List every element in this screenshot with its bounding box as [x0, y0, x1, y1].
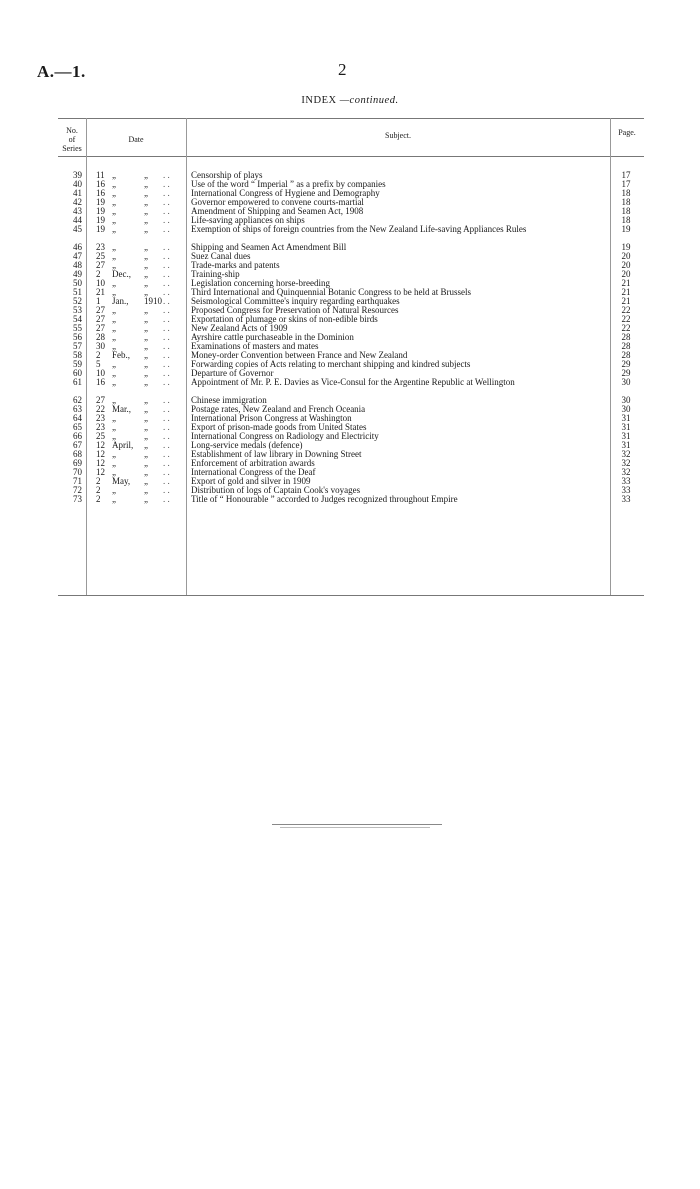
series-number: 47 [73, 251, 82, 261]
date-day: 22 [96, 404, 105, 414]
leader-dots: . . [163, 197, 170, 207]
index-title [0, 95, 700, 106]
series-number: 53 [73, 305, 82, 315]
series-number: 41 [73, 188, 82, 198]
page-ref: 31 [621, 422, 631, 432]
date-month: „ [112, 449, 116, 459]
subject: Ayrshire cattle purchaseable in the Dominion [191, 332, 354, 342]
date-year: „ [144, 287, 148, 297]
series-number: 39 [73, 170, 82, 180]
date-month: „ [112, 188, 116, 198]
subject: Enforcement of arbitration awards [191, 458, 315, 468]
date-year: „ [144, 404, 148, 414]
leader-dots: . . [163, 332, 170, 342]
page-ref: 20 [621, 251, 631, 261]
date-month: „ [112, 314, 116, 324]
date-day: 25 [96, 431, 105, 441]
date-month: „ [112, 413, 116, 423]
page-ref: 32 [621, 467, 631, 477]
series-number: 50 [73, 278, 82, 288]
page-ref: 28 [621, 350, 631, 360]
subject: Distribution of logs of Captain Cook's voyages [191, 485, 361, 495]
date-year: „ [144, 332, 148, 342]
subject: Governor empowered to convene courts-martial [191, 197, 364, 207]
leader-dots: . . [163, 278, 170, 288]
subject: Money-order Convention between France and New Zealand [191, 350, 408, 360]
date-day: 28 [96, 332, 105, 342]
leader-dots: . . [163, 251, 170, 261]
series-number: 73 [73, 494, 82, 504]
date-day: 12 [96, 440, 105, 450]
leader-dots: . . [163, 179, 170, 189]
column-header-no [58, 126, 86, 153]
leader-dots: . . [163, 413, 170, 423]
leader-dots: . . [163, 224, 170, 234]
date-year: „ [144, 242, 148, 252]
date-month: „ [112, 224, 116, 234]
date-day: 25 [96, 251, 105, 261]
series-number: 58 [73, 350, 82, 360]
date-month: „ [112, 467, 116, 477]
leader-dots: . . [163, 359, 170, 369]
page-ref: 22 [621, 323, 631, 333]
footer-rule [280, 827, 430, 828]
series-number: 51 [73, 287, 82, 297]
series-number: 49 [73, 269, 82, 279]
column-header-no-line3: Series [62, 144, 82, 153]
leader-dots: . . [163, 440, 170, 450]
leader-dots: . . [163, 494, 170, 504]
table-header-rule [58, 156, 644, 157]
index-table [58, 118, 644, 602]
date-month: Feb., [112, 350, 130, 360]
series-number: 55 [73, 323, 82, 333]
date-day: 19 [96, 206, 105, 216]
subject: Chinese immigration [191, 395, 267, 405]
column-header-date: Date [128, 135, 144, 144]
date-year: „ [144, 476, 148, 486]
date-month: Dec., [112, 269, 131, 279]
date-month: „ [112, 260, 116, 270]
date-year: „ [144, 395, 148, 405]
page-ref: 21 [621, 287, 631, 297]
page-ref: 20 [621, 269, 631, 279]
date-year: „ [144, 197, 148, 207]
date-month: „ [112, 278, 116, 288]
page-ref: 33 [621, 476, 631, 486]
column-header-subject: Subject. [385, 131, 411, 140]
series-number: 59 [73, 359, 82, 369]
date-day: 23 [96, 413, 105, 423]
leader-dots: . . [163, 287, 170, 297]
date-day: 10 [96, 278, 105, 288]
date-year: „ [144, 440, 148, 450]
subject: Exportation of plumage or skins of non-edible birds [191, 314, 378, 324]
series-number: 56 [73, 332, 82, 342]
date-year: „ [144, 170, 148, 180]
leader-dots: . . [163, 449, 170, 459]
date-year: 1910 [144, 296, 162, 306]
date-day: 2 [96, 494, 101, 504]
date-month: „ [112, 251, 116, 261]
date-day: 19 [96, 215, 105, 225]
date-month: „ [112, 323, 116, 333]
series-number: 61 [73, 377, 82, 387]
date-day: 2 [96, 269, 101, 279]
date-day: 1 [96, 296, 101, 306]
leader-dots: . . [163, 368, 170, 378]
leader-dots: . . [163, 350, 170, 360]
date-day: 19 [96, 224, 105, 234]
subject: Life-saving appliances on ships [191, 215, 305, 225]
date-month: Jan., [112, 296, 129, 306]
date-month: Mar., [112, 404, 131, 414]
date-day: 27 [96, 314, 105, 324]
date-month: „ [112, 242, 116, 252]
date-day: 2 [96, 485, 101, 495]
subject: Proposed Congress for Preservation of Natural Resources [191, 305, 399, 315]
date-month: „ [112, 170, 116, 180]
date-year: „ [144, 278, 148, 288]
subject: International Congress on Radiology and Electricity [191, 431, 379, 441]
subject: Suez Canal dues [191, 251, 251, 261]
date-year: „ [144, 368, 148, 378]
page-ref: 18 [621, 215, 631, 225]
series-number: 43 [73, 206, 82, 216]
subject: International Prison Congress at Washington [191, 413, 352, 423]
series-number: 42 [73, 197, 82, 207]
page-ref: 19 [621, 224, 631, 234]
date-year: „ [144, 215, 148, 225]
page-ref: 28 [621, 332, 631, 342]
series-number: 65 [73, 422, 82, 432]
date-month: „ [112, 431, 116, 441]
index-title-text: INDEX [301, 95, 337, 106]
series-number: 72 [73, 485, 82, 495]
date-month: „ [112, 287, 116, 297]
subject: Export of gold and silver in 1909 [191, 476, 311, 486]
date-day: 27 [96, 323, 105, 333]
leader-dots: . . [163, 377, 170, 387]
page-ref: 31 [621, 431, 631, 441]
page-ref: 21 [621, 296, 631, 306]
subject: Training-ship [191, 269, 240, 279]
page-ref: 30 [621, 404, 631, 414]
date-year: „ [144, 323, 148, 333]
subject: Seismological Committee's inquiry regarding earthquakes [191, 296, 400, 306]
column-header-page: Page. [618, 128, 636, 137]
date-day: 16 [96, 179, 105, 189]
date-year: „ [144, 269, 148, 279]
leader-dots: . . [163, 242, 170, 252]
date-day: 2 [96, 476, 101, 486]
subject: Trade-marks and patents [191, 260, 280, 270]
date-year: „ [144, 494, 148, 504]
subject: Shipping and Seamen Act Amendment Bill [191, 242, 347, 252]
series-number: 46 [73, 242, 82, 252]
date-day: 27 [96, 305, 105, 315]
leader-dots: . . [163, 314, 170, 324]
date-month: „ [112, 179, 116, 189]
date-year: „ [144, 206, 148, 216]
date-month: „ [112, 485, 116, 495]
date-month: „ [112, 341, 116, 351]
date-day: 12 [96, 467, 105, 477]
subject: Establishment of law library in Downing Street [191, 449, 362, 459]
page-number: 2 [338, 60, 347, 79]
leader-dots: . . [163, 476, 170, 486]
leader-dots: . . [163, 485, 170, 495]
leader-dots: . . [163, 341, 170, 351]
table-row [58, 377, 644, 387]
page-ref: 22 [621, 305, 631, 315]
column-header-no-line2: of [68, 135, 76, 144]
subject: International Congress of Hygiene and Demography [191, 188, 380, 198]
leader-dots: . . [163, 260, 170, 270]
date-year: „ [144, 350, 148, 360]
table-bottom-rule [58, 595, 644, 596]
leader-dots: . . [163, 206, 170, 216]
leader-dots: . . [163, 395, 170, 405]
leader-dots: . . [163, 188, 170, 198]
date-year: „ [144, 377, 148, 387]
date-day: 2 [96, 350, 101, 360]
series-number: 63 [73, 404, 82, 414]
date-year: „ [144, 458, 148, 468]
date-month: „ [112, 377, 116, 387]
series-number: 68 [73, 449, 82, 459]
subject: Censorship of plays [191, 170, 263, 180]
index-continued: —continued. [339, 95, 399, 106]
date-day: 10 [96, 368, 105, 378]
subject: Forwarding copies of Acts relating to merchant shipping and kindred subjects [191, 359, 471, 369]
page-ref: 18 [621, 197, 631, 207]
leader-dots: . . [163, 458, 170, 468]
page-ref: 18 [621, 206, 631, 216]
footer-rule [272, 824, 442, 825]
date-day: 23 [96, 242, 105, 252]
subject: Examinations of masters and mates [191, 341, 319, 351]
date-day: 21 [96, 287, 105, 297]
page-ref: 17 [621, 170, 631, 180]
subject: International Congress of the Deaf [191, 467, 316, 477]
date-year: „ [144, 341, 148, 351]
series-number: 52 [73, 296, 82, 306]
subject: Title of “ Honourable ” accorded to Judges recognized throughout Empire [191, 494, 458, 504]
date-year: „ [144, 260, 148, 270]
date-year: „ [144, 431, 148, 441]
date-year: „ [144, 251, 148, 261]
series-number: 62 [73, 395, 82, 405]
date-year: „ [144, 413, 148, 423]
date-month: „ [112, 395, 116, 405]
date-month: „ [112, 368, 116, 378]
series-number: 66 [73, 431, 82, 441]
date-month: „ [112, 458, 116, 468]
date-day: 23 [96, 422, 105, 432]
series-number: 71 [73, 476, 82, 486]
subject: Amendment of Shipping and Seamen Act, 1908 [191, 206, 364, 216]
date-month: „ [112, 197, 116, 207]
page-ref: 20 [621, 260, 631, 270]
page-ref: 33 [621, 485, 631, 495]
table-row [58, 494, 644, 504]
date-month: „ [112, 422, 116, 432]
page-ref: 17 [621, 179, 631, 189]
series-number: 45 [73, 224, 82, 234]
date-year: „ [144, 449, 148, 459]
subject: Appointment of Mr. P. E. Davies as Vice-Consul for the Argentine Republic at Wellington [191, 377, 515, 387]
page-ref: 30 [621, 395, 631, 405]
date-day: 12 [96, 449, 105, 459]
leader-dots: . . [163, 467, 170, 477]
date-day: 19 [96, 197, 105, 207]
series-number: 64 [73, 413, 82, 423]
subject: Long-service medals (defence) [191, 440, 303, 450]
column-header-no-line1: No. [66, 126, 78, 135]
date-day: 16 [96, 188, 105, 198]
date-day: 12 [96, 458, 105, 468]
subject: Legislation concerning horse-breeding [191, 278, 330, 288]
series-number: 67 [73, 440, 82, 450]
page-ref: 22 [621, 314, 631, 324]
date-day: 5 [96, 359, 101, 369]
date-month: „ [112, 332, 116, 342]
leader-dots: . . [163, 422, 170, 432]
date-year: „ [144, 422, 148, 432]
subject: Export of prison-made goods from United States [191, 422, 367, 432]
page-ref: 32 [621, 449, 631, 459]
date-day: 27 [96, 395, 105, 405]
page-ref: 29 [621, 359, 631, 369]
date-year: „ [144, 359, 148, 369]
series-number: 60 [73, 368, 82, 378]
table-top-rule [58, 118, 644, 119]
date-day: 11 [96, 170, 105, 180]
date-month: „ [112, 494, 116, 504]
series-number: 57 [73, 341, 82, 351]
subject: Third International and Quinquennial Botanic Congress to be held at Brussels [191, 287, 471, 297]
page-ref: 19 [621, 242, 631, 252]
date-year: „ [144, 467, 148, 477]
subject: Exemption of ships of foreign countries from the New Zealand Life-saving Appliances Rules [191, 224, 527, 234]
page-ref: 30 [621, 377, 631, 387]
table-row [58, 224, 644, 234]
date-year: „ [144, 224, 148, 234]
series-number: 54 [73, 314, 82, 324]
date-year: „ [144, 485, 148, 495]
date-month: „ [112, 206, 116, 216]
page-ref: 31 [621, 440, 631, 450]
date-month: April, [112, 440, 134, 450]
date-day: 16 [96, 377, 105, 387]
series-number: 40 [73, 179, 82, 189]
leader-dots: . . [163, 305, 170, 315]
series-number: 48 [73, 260, 82, 270]
leader-dots: . . [163, 431, 170, 441]
subject: Use of the word “ Imperial ” as a prefix by companies [191, 179, 386, 189]
series-number: 44 [73, 215, 82, 225]
date-month: „ [112, 305, 116, 315]
page-ref: 29 [621, 368, 631, 378]
date-month: May, [112, 476, 131, 486]
date-year: „ [144, 188, 148, 198]
leader-dots: . . [163, 170, 170, 180]
date-year: „ [144, 179, 148, 189]
page-ref: 32 [621, 458, 631, 468]
subject: New Zealand Acts of 1909 [191, 323, 288, 333]
leader-dots: . . [163, 296, 170, 306]
page-ref: 31 [621, 413, 631, 423]
date-year: „ [144, 305, 148, 315]
series-number: 69 [73, 458, 82, 468]
leader-dots: . . [163, 323, 170, 333]
leader-dots: . . [163, 215, 170, 225]
date-month: „ [112, 215, 116, 225]
date-month: „ [112, 359, 116, 369]
date-day: 30 [96, 341, 105, 351]
page-ref: 33 [621, 494, 631, 504]
date-day: 27 [96, 260, 105, 270]
leader-dots: . . [163, 269, 170, 279]
subject: Departure of Governor [191, 368, 274, 378]
page-reference: A.—1. [37, 62, 86, 81]
leader-dots: . . [163, 404, 170, 414]
subject: Postage rates, New Zealand and French Oceania [191, 404, 366, 414]
page-ref: 21 [621, 278, 631, 288]
page-ref: 28 [621, 341, 631, 351]
series-number: 70 [73, 467, 82, 477]
date-year: „ [144, 314, 148, 324]
page-ref: 18 [621, 188, 631, 198]
